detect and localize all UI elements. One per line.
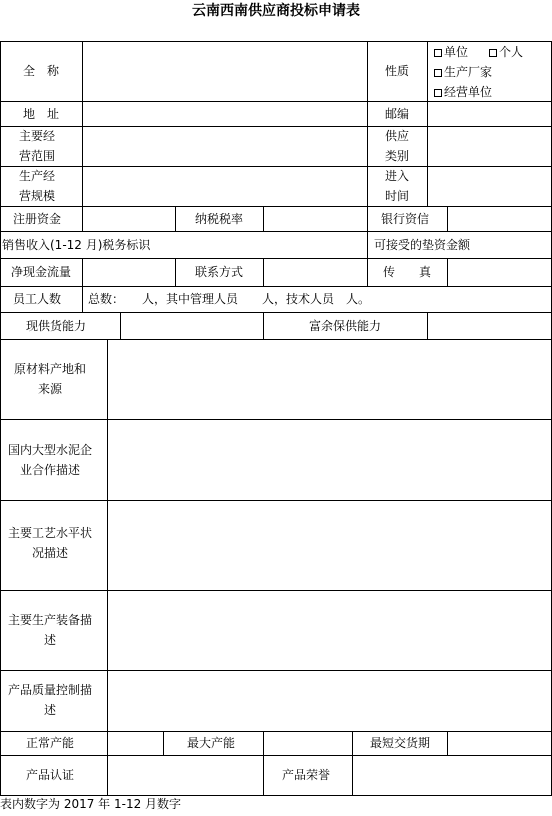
nature-option-0[interactable] [434, 43, 468, 61]
fax-label: 传 真 [382, 265, 431, 279]
equipment-label-line-0: 主要生产装备描 [7, 613, 92, 627]
materials-label-line-0: 原材料产地和 [13, 362, 86, 376]
contact-label: 联系方式 [194, 265, 243, 279]
scope-label-line-0: 主要经 [18, 129, 55, 143]
process-description-field[interactable] [107, 500, 552, 591]
quality-label-line-0: 产品质量控制描 [7, 683, 92, 697]
checkbox-icon[interactable] [489, 49, 497, 57]
checkbox-icon[interactable] [434, 69, 442, 77]
normal-capacity-field[interactable] [107, 731, 164, 756]
certification-label: 产品认证 [25, 768, 74, 782]
nature-option-1[interactable] [489, 43, 523, 61]
tax-rate-label: 纳税税率 [194, 212, 243, 226]
scope-value-field[interactable] [82, 126, 368, 167]
staff-detail: 总数： 人，其中管理人员 人，技术人员 人。 [88, 292, 371, 306]
address-value-field[interactable] [82, 101, 368, 127]
address-label: 地 址 [22, 107, 59, 121]
process-label-line-1: 况描述 [31, 546, 68, 560]
cement-label-cell [0, 419, 108, 501]
registered-capital-label: 注册资金 [12, 212, 61, 226]
form-title: 云南西南供应商投标申请表 [192, 3, 360, 19]
nature-label: 性质 [384, 64, 409, 78]
nature-option-2[interactable] [434, 63, 492, 81]
surplus-supply-label: 富余保供能力 [308, 319, 381, 333]
nature-option-label: 个人 [499, 45, 524, 59]
quality-description-field[interactable] [107, 670, 552, 732]
nature-option-label: 生产厂家 [444, 65, 493, 79]
entry-time-value-field[interactable] [427, 166, 552, 207]
bank-credit-label: 银行资信 [380, 212, 429, 226]
materials-label-line-1: 来源 [37, 382, 62, 396]
honor-field[interactable] [352, 755, 552, 796]
max-capacity-label: 最大产能 [186, 736, 235, 750]
registered-capital-field[interactable] [82, 206, 176, 232]
supply-type-value-field[interactable] [427, 126, 552, 167]
cement-label-line-0: 国内大型水泥企 [7, 443, 92, 457]
fax-field[interactable] [447, 258, 552, 287]
shortest-delivery-field[interactable] [447, 731, 552, 756]
scale-value-field[interactable] [82, 166, 368, 207]
postcode-value-field[interactable] [427, 101, 552, 127]
materials-description-field[interactable] [107, 339, 552, 420]
scale-label-line-0: 生产经 [18, 169, 55, 183]
cement-label-line-1: 业合作描述 [19, 463, 80, 477]
tax-rate-field[interactable] [263, 206, 368, 232]
footnote: 表内数字为 2017 年 1-12 月数字 [0, 797, 182, 811]
nature-option-label: 单位 [444, 45, 469, 59]
equipment-description-field[interactable] [107, 590, 552, 671]
quality-label-line-1: 述 [43, 703, 56, 717]
entry-time-label-line-0: 进入 [384, 169, 409, 183]
name-value-field[interactable] [82, 41, 368, 102]
surplus-supply-field[interactable] [427, 312, 552, 340]
name-label: 全 称 [22, 64, 59, 78]
staff-label: 员工人数 [12, 292, 61, 306]
sales-revenue-label: 销售收入(1-12 月)税务标识 [2, 238, 151, 252]
certification-field[interactable] [107, 755, 264, 796]
nature-option-label: 经营单位 [444, 85, 493, 99]
current-supply-label: 现供货能力 [25, 319, 86, 333]
checkbox-icon[interactable] [434, 49, 442, 57]
scale-label-line-1: 营规模 [18, 189, 55, 203]
bank-credit-field[interactable] [447, 206, 552, 232]
current-supply-field[interactable] [120, 312, 264, 340]
supply-type-label-line-1: 类别 [384, 149, 409, 163]
cement-description-field[interactable] [107, 419, 552, 501]
supply-type-label-line-0: 供应 [384, 129, 409, 143]
checkbox-icon[interactable] [434, 89, 442, 97]
max-capacity-field[interactable] [263, 731, 353, 756]
honor-label: 产品荣誉 [281, 768, 330, 782]
equipment-label-line-1: 述 [43, 633, 56, 647]
normal-capacity-label: 正常产能 [25, 736, 74, 750]
process-label-line-0: 主要工艺水平状 [7, 526, 92, 540]
cash-flow-field[interactable] [82, 258, 176, 287]
scope-label-line-1: 营范围 [18, 149, 55, 163]
shortest-delivery-label: 最短交货期 [369, 736, 430, 750]
nature-option-3[interactable] [434, 83, 492, 101]
contact-field[interactable] [263, 258, 368, 287]
entry-time-label-line-1: 时间 [384, 189, 409, 203]
advance-payment-label: 可接受的垫资金额 [374, 238, 471, 252]
cash-flow-label: 净现金流量 [10, 265, 71, 279]
postcode-label: 邮编 [384, 107, 409, 121]
